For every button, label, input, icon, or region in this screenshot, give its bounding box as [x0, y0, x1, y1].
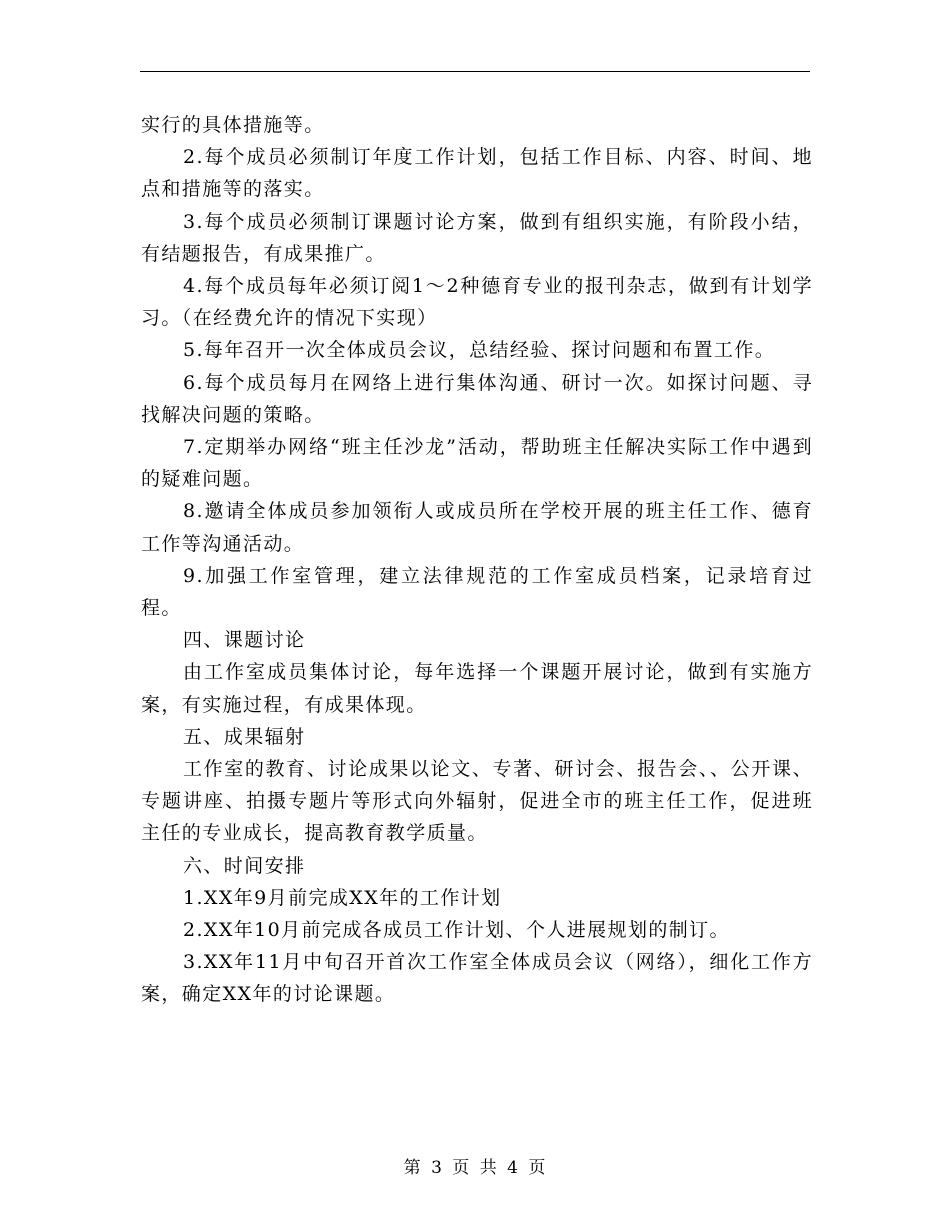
section-heading-results: 五、成果辐射 [183, 725, 306, 748]
schedule-item-2: 2.XX年10月前完成各成员工作计划、个人进展规划的制订。 [183, 919, 730, 942]
paragraph-item-5: 5.每年召开一次全体成员会议，总结经验、探讨问题和布置工作。 [183, 339, 776, 362]
schedule-item-1: 1.XX年9月前完成XX年的工作计划 [183, 886, 502, 909]
paragraph-results: 工作室的教育、讨论成果以论文、专著、研讨会、报告会、、公开课、专题讲座、拍摄专题片等形式向外辐射，促进全市的班主任工作，促进班主任的专业成长，提高教育教学质量。 [141, 758, 813, 845]
section-heading-research: 四、课题讨论 [183, 629, 306, 652]
paragraph-item-9: 9.加强工作室管理，建立法律规范的工作室成员档案，记录培育过程。 [141, 564, 813, 620]
paragraph-item-3: 3.每个成员必须制订课题讨论方案，做到有组织实施，有阶段小结，有结题报告，有成果推广。 [141, 210, 813, 265]
paragraph-item-6: 6.每个成员每月在网络上进行集体沟通、研讨一次。如探讨问题、寻找解决问题的策略。 [141, 371, 813, 426]
schedule-item-3: 3.XX年11月中旬召开首次工作室全体成员会议（网络），细化工作方案，确定XX年的讨论课题。 [141, 951, 813, 1006]
paragraph-item-7: 7.定期举办网络“班主任沙龙”活动，帮助班主任解决实际工作中遇到的疑难问题。 [141, 436, 813, 491]
header-rule [140, 71, 810, 72]
document-body [141, 109, 813, 1011]
paragraph-research: 由工作室成员集体讨论，每年选择一个课题开展讨论，做到有实施方案，有实施过程，有成果体现。 [141, 661, 813, 716]
paragraph-item-2: 2.每个成员必须制订年度工作计划，包括工作目标、内容、时间、地点和措施等的落实。 [141, 146, 813, 201]
paragraph-continuation: 实行的具体措施等。 [141, 114, 325, 136]
paragraph-item-4: 4.每个成员每年必须订阅1～2种德育专业的报刊杂志，做到有计划学习。（在经费允许的情况下实现） [141, 275, 813, 330]
paragraph-item-8: 8.邀请全体成员参加领衔人或成员所在学校开展的班主任工作、德育工作等沟通活动。 [141, 500, 813, 555]
page-footer: 第 3 页 共 4 页 [403, 1158, 547, 1178]
section-heading-schedule: 六、时间安排 [183, 854, 306, 877]
